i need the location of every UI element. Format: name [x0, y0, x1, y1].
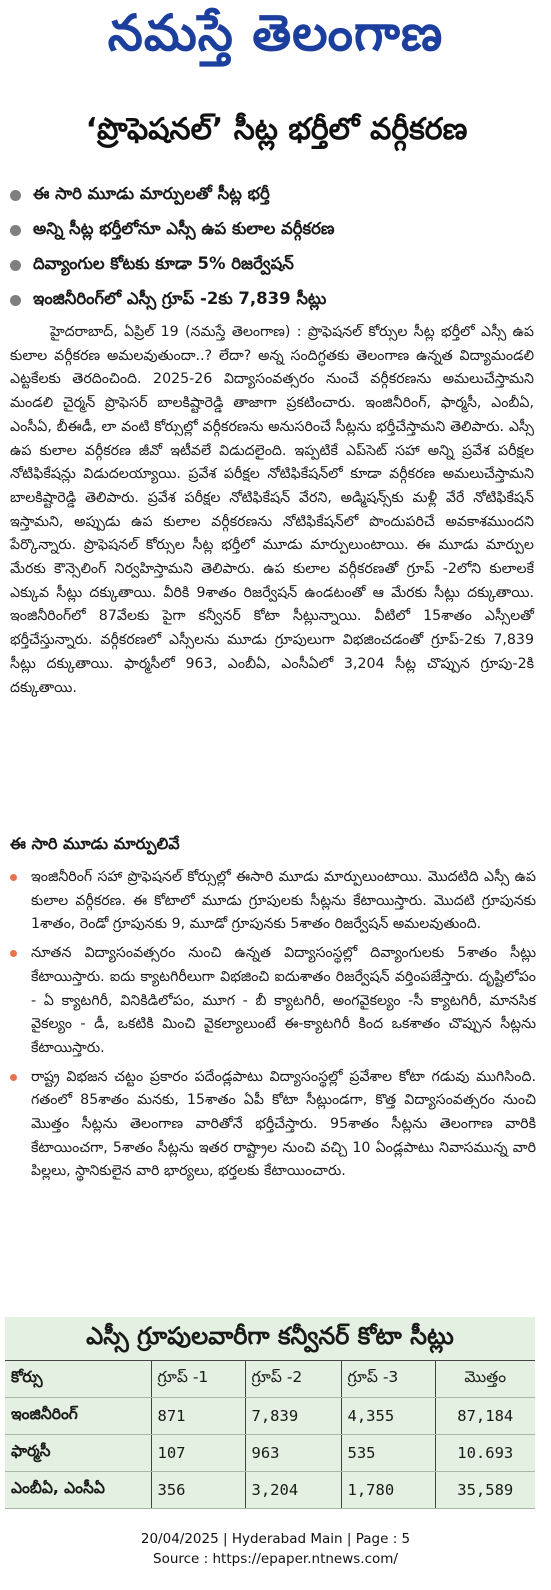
footer-source-link[interactable]: Source : https://epaper.ntnews.com/ [153, 1551, 398, 1567]
table-header-cell: గ్రూప్ -1 [151, 1361, 245, 1398]
table-cell: 107 [151, 1435, 245, 1472]
table-cell: ఎంబీఏ, ఎంసీఏ [5, 1472, 151, 1509]
table-row [5, 1398, 535, 1435]
bullet-text: అన్ని సీట్ల భర్తీలోనూ ఎస్సీ ఉప కులాల వర్గీకరణ [33, 219, 335, 238]
bullet-dot-icon [10, 295, 21, 306]
table-row [5, 1472, 535, 1509]
changes-list [8, 866, 536, 1189]
table-cell: ఫార్మసీ [5, 1435, 151, 1472]
seats-table [5, 1360, 535, 1509]
masthead-title: నమస్తే తెలంగాణ [107, 3, 444, 62]
table-row [5, 1435, 535, 1472]
bullet-dot-icon [10, 225, 21, 236]
bullet-dot-icon [10, 190, 21, 201]
summary-bullet [8, 283, 538, 318]
table-header-cell: గ్రూప్ -2 [245, 1361, 341, 1398]
subheading: ఈ సారి మూడు మార్పులివే [10, 834, 180, 853]
list-item [8, 1066, 536, 1185]
footer-date-line: 20/04/2025 | Hyderabad Main | Page : 5 [140, 1531, 411, 1547]
table-header-row [5, 1361, 535, 1398]
headline: ‘ప్రొఫెషనల్’ సీట్ల భర్తీలో వర్గీకరణ [85, 112, 468, 147]
footer [0, 1530, 551, 1570]
bullet-dot-icon [10, 950, 17, 957]
table-cell: 10.693 [435, 1435, 535, 1472]
bullet-text: ఇంజినీరింగ్‌లో ఎస్సీ గ్రూప్ -2కు 7,839 సీట్లు [33, 289, 327, 308]
table-cell: 535 [341, 1435, 435, 1472]
table-cell: ఇంజినీరింగ్ [5, 1398, 151, 1435]
table-cell: 1,780 [341, 1472, 435, 1509]
masthead [0, 0, 551, 78]
table-cell: 963 [245, 1435, 341, 1472]
list-item [8, 942, 536, 1061]
table-cell: 4,355 [341, 1398, 435, 1435]
table-header-cell: కోర్సు [5, 1361, 151, 1398]
seats-table-box [5, 1317, 535, 1508]
table-title: ఎస్సీ గ్రూపులవారీగా కన్వీనర్ కోటా సీట్లు [86, 1321, 454, 1350]
summary-bullets [8, 178, 538, 318]
bullet-dot-icon [10, 260, 21, 271]
bullet-text: ఈ సారి మూడు మార్పులతో సీట్ల భర్తీ [33, 184, 270, 203]
summary-bullet [8, 213, 538, 248]
article-body: హైదరాబాద్, ఏప్రిల్ 19 (నమస్తే తెలంగాణ) : ప్రొఫెషనల్ కోర్సుల సీట్ల భర్తీలో ఎస్సీ ఉప కులాల వర్గీకరణ అమలవుతుందా..? లేదా? అన్న సందిగ్ధతకు తెలంగాణ ఉన్నత విద్యామండలి ఎట్టకేలకు తెరదించింది. 2025-26 విద్యాసంవత్సరం నుంచే వర్గీకరణను అమలుచేస్తామని మండలి చైర్మన్ ప్రొఫెసర్ బాలకిష్టారెడ్డి తాజాగా ప్రకటించారు. ఇంజినీరింగ్, ఫార్మసీ, ఎంబీఏ, ఎంసీఏ, బీఈడీ, లా వంటి కోర్సుల్లో వర్గీకరణను అనుసరించే సీట్లను భర్తీచేస్తామని తెలిపారు. ఎస్సీ ఉప కులాల వర్గీకరణ జీవో ఇటీవలే విడుదలైంది. ఇప్పటికే ఎప్‌సెట్ సహా అన్ని ప్రవేశ పరీక్షల నోటిఫికేషన్లు విడుదలయ్యాయి. ప్రవేశ పరీక్షల నోటిఫికేషన్‌లో కూడా వర్గీకరణ అమలుచేస్తామని బాలకిష్టారెడ్డి తెలిపారు. ప్రవేశ పరీక్షల నోటిఫికేషన్ వేరని, అడ్మిషన్స్‌కు మళ్లీ వేరే నోటిఫికేషన్ ఇస్తామని, అప్పుడు ఉప కులాల వర్గీకరణను నోటిఫికేషన్‌లో పొందుపరిచే అవకాశముందని పేర్కొన్నారు. ప్రొఫెషనల్ కోర్సుల సీట్ల భర్తీలో మూడు మార్పులుంటాయి. ఈ మూడు మార్పుల మేరకు కౌన్సెలింగ్ నిర్వహిస్తామని తెలిపారు. ఉప కులాల వర్గీకరణతో గ్రూప్ -2లోని కులాలకే ఎక్కువ సీట్లు దక్కుతాయి. వీరికి 9శాతం రిజర్వేషన్ ఉండటంతో ఆ మేరకు సీట్లు దక్కుతాయి. ఇంజినీరింగ్‌లో 87వేలకు పైగా కన్వీనర్ కోటా సీట్లున్నాయి. వీటిలో 15శాతం ఎస్సీలతో భర్తీచేస్తున్నారు. వర్గీకరణలో ఎస్సీలను మూడు గ్రూపులుగా విభజించడంతో గ్రూప్-2కు 7,839 సీట్లు దక్కుతాయి. ఫార్మసీలో 963, ఎంబీఏ, ఎంసీఏలో 3,204 సీట్ల చొప్పున గ్రూపు-2కి దక్కుతాయి. [10, 324, 534, 696]
bullet-dot-icon [10, 874, 17, 881]
list-item-text: రాష్ట్ర విభజన చట్టం ప్రకారం పదేండ్లపాటు విద్యాసంస్థల్లో ప్రవేశాల కోటా గడువు ముగిసింది. గతంలో 85శాతం మనకు, 15శాతం ఏపీ కోటా సీట్లుండగా, కొత్త విద్యాసంవత్సరం నుంచి మొత్తం సీట్లను తెలంగాణ వారితోనే భర్తీచేస్తారు. 95శాతం సీట్లను తెలంగాణ వారికి కేటాయించగా, 5శాతం సీట్లను ఇతర రాష్ట్రాల నుంచి వచ్చి 10 ఏండ్లపాటు నివాసమున్న వారి పిల్లలు, స్థానికులైన వారి భార్యలు, భర్తలకు కేటాయించారు. [31, 1068, 536, 1180]
table-cell: 356 [151, 1472, 245, 1509]
list-item-text: నూతన విద్యాసంవత్సరం నుంచి ఉన్నత విద్యాసంస్థల్లో దివ్యాంగులకు 5శాతం సీట్లు కేటాయిస్తారు. ఐదు క్యాటగిరీలుగా విభజించి ఐదుశాతం రిజర్వేషన్ వర్తింపజేస్తారు. దృష్టిలోపం - ఏ క్యాటగిరీ, వినికిడిలోపం, మూగ - బీ క్యాటగిరీ, అంగవైకల్యం -సీ క్యాటగిరీ, మానసిక వైకల్యం - డీ, ఒకటికి మించి వైకల్యాలుంటే ఈ-క్యాటగిరీ కింద ఒకశాతం చొప్పున సీట్లను కేటాయిస్తారు. [31, 945, 536, 1056]
list-item [8, 866, 536, 937]
table-cell: 87,184 [435, 1398, 535, 1435]
summary-bullet [8, 248, 538, 283]
table-cell: 3,204 [245, 1472, 341, 1509]
table-header-cell: గ్రూప్ -3 [341, 1361, 435, 1398]
table-cell: 35,589 [435, 1472, 535, 1509]
list-item-text: ఇంజినీరింగ్ సహా ప్రొఫెషనల్ కోర్సుల్లో ఈసారి మూడు మార్పులుంటాయి. మొదటిది ఎస్సీ ఉప కులాల వర్గీకరణ. ఈ కోటాలో మూడు గ్రూపులకు సీట్లను కేటాయిస్తారు. మొదటి గ్రూపునకు 1శాతం, రెండో గ్రూపునకు 9, మూడో గ్రూపునకు 5శాతం రిజర్వేషన్ అమలవుతుంది. [31, 869, 536, 933]
table-header-cell: మొత్తం [435, 1361, 535, 1398]
bullet-text: దివ్యాంగుల కోటకు కూడా 5% రిజర్వేషన్ [33, 254, 294, 273]
bullet-dot-icon [10, 1074, 17, 1081]
summary-bullet [8, 178, 538, 213]
table-cell: 871 [151, 1398, 245, 1435]
table-cell: 7,839 [245, 1398, 341, 1435]
